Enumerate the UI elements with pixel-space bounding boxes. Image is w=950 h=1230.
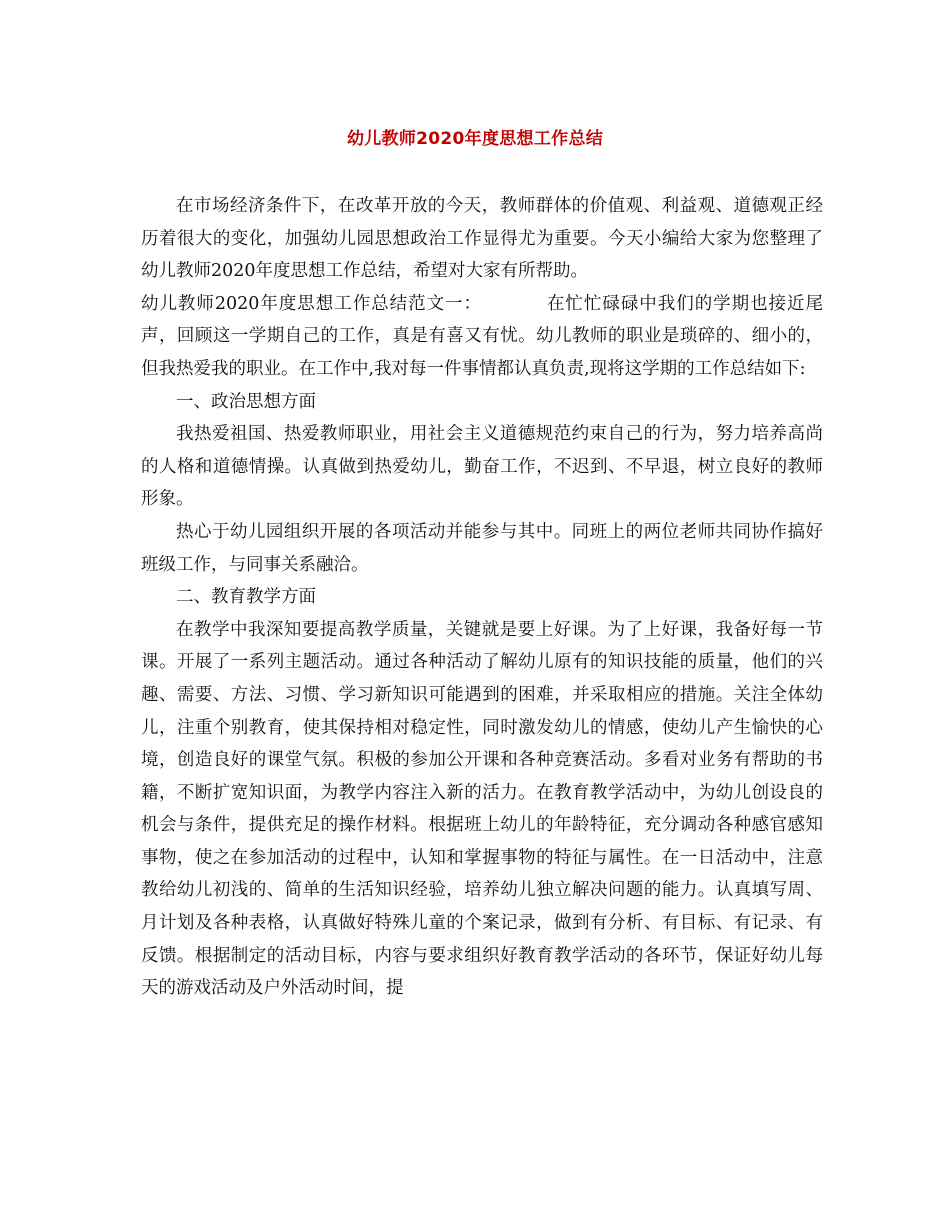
section2-heading: 二、教育教学方面 [176, 587, 316, 608]
section1-paragraph-1: 我热爱祖国、热爱教师职业，用社会主义道德规范约束自己的行为，努力培养高尚的人格和道德情操。认真做到热爱幼儿，勤奋工作，不迟到、不早退，树立良好的教师形象。 [141, 424, 823, 510]
document-title: 幼儿教师2020年度思想工作总结 [346, 129, 604, 149]
sample-heading: 幼儿教师2020年度思想工作总结范文一： [141, 293, 482, 314]
intro-paragraph: 在市场经济条件下，在改革开放的今天，教师群体的价值观、利益观、道德观正经历着很大的变化，加强幼儿园思想政治工作显得尤为重要。今天小编给大家为您整理了幼儿教师2020年度思想工作总结，希望对大家有所帮助。 [141, 196, 823, 282]
document-body [141, 190, 823, 1005]
section2-paragraph-1: 在教学中我深知要提高教学质量，关键就是要上好课。为了上好课，我备好每一节课。开展了一系列主题活动。通过各种活动了解幼儿原有的知识技能的质量，他们的兴趣、需要、方法、习惯、学习新知识可能遇到的困难，并采取相应的措施。关注全体幼儿，注重个别教育，使其保持相对稳定性，同时激发幼儿的情感，使幼儿产生愉快的心境，创造良好的课堂气氛。积极的参加公开课和各种竞赛活动。多看对业务有帮助的书籍，不断扩宽知识面，为教学内容注入新的活力。在教育教学活动中，为幼儿创设良的机会与条件，提供充足的操作材料。根据班上幼儿的年龄特征，充分调动各种感官感知事物，使之在参加活动的过程中，认知和掌握事物的特征与属性。在一日活动中，注意教给幼儿初浅的、简单的生活知识经验，培养幼儿独立解决问题的能力。认真填写周、月计划及各种表格，认真做好特殊儿童的个案记录，做到有分析、有目标、有记录、有反馈。根据制定的活动目标，内容与要求组织好教育教学活动的各环节，保证好幼儿每天的游戏活动及户外活动时间，提 [141, 619, 823, 999]
section1-paragraph-2: 热心于幼儿园组织开展的各项活动并能参与其中。同班上的两位老师共同协作搞好班级工作，与同事关系融洽。 [141, 521, 823, 575]
sample-paragraph [141, 288, 823, 386]
section1-heading: 一、政治思想方面 [176, 391, 316, 412]
sample-opening: 在忙忙碌碌中我们的学期也接近尾声，回顾这一学期自己的工作，真是有喜又有忧。幼儿教师的职业是琐碎的、细小的，但我热爱我的职业。在工作中,我对每一件事情都认真负责,现将这学期的工作总结如下: [141, 293, 823, 379]
